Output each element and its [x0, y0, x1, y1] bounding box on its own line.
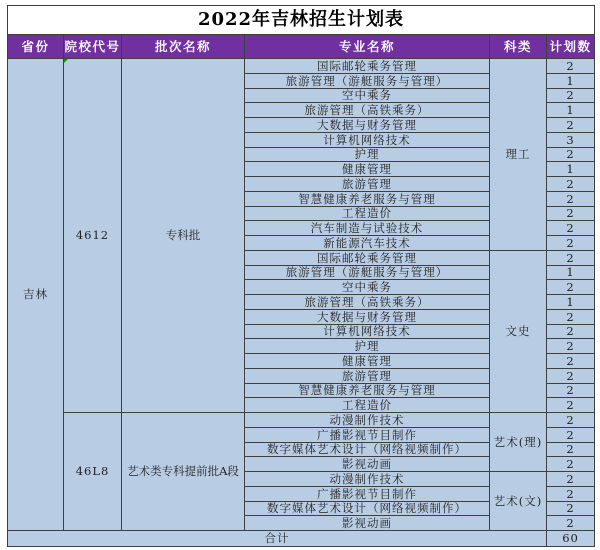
- plan-count-cell: 2: [547, 147, 595, 162]
- plan-count-cell: 1: [547, 265, 595, 280]
- plan-count-cell: 2: [547, 236, 595, 251]
- major-name-cell: 广播影视节目制作: [245, 486, 490, 501]
- plan-count-cell: 2: [547, 206, 595, 221]
- batch-name-cell: 专科批: [122, 59, 245, 413]
- major-name-cell: 智慧健康养老服务与管理: [245, 383, 490, 398]
- subject-category-cell: 理工: [490, 59, 547, 251]
- title-row: [8, 6, 595, 35]
- subject-category-cell: 文史: [490, 250, 547, 412]
- plan-count-cell: 2: [547, 383, 595, 398]
- plan-count-cell: 2: [547, 457, 595, 472]
- plan-count-cell: 1: [547, 162, 595, 177]
- page-title: 2022年吉林招生计划表: [8, 6, 595, 35]
- subject-category-cell: 艺术(理): [490, 413, 547, 472]
- plan-count-cell: 2: [547, 516, 595, 531]
- major-name-cell: 旅游管理（高铁乘务）: [245, 103, 490, 118]
- major-name-cell: 智慧健康养老服务与管理: [245, 191, 490, 206]
- plan-count-cell: 2: [547, 250, 595, 265]
- plan-count-cell: 2: [547, 368, 595, 383]
- plan-count-cell: 2: [547, 191, 595, 206]
- major-name-cell: 新能源汽车技术: [245, 236, 490, 251]
- major-name-cell: 工程造价: [245, 206, 490, 221]
- major-name-cell: 汽车制造与试验技术: [245, 221, 490, 236]
- plan-count-cell: 2: [547, 309, 595, 324]
- major-name-cell: 空中乘务: [245, 280, 490, 295]
- major-name-cell: 数字媒体艺术设计（网络视频制作）: [245, 501, 490, 516]
- plan-count-cell: 2: [547, 59, 595, 74]
- plan-count-cell: 2: [547, 472, 595, 487]
- enrollment-plan-table: [7, 5, 595, 547]
- column-header-province: 省份: [8, 35, 64, 59]
- major-name-cell: 大数据与财务管理: [245, 309, 490, 324]
- column-header-code: 院校代号: [64, 35, 122, 59]
- plan-count-cell: 2: [547, 88, 595, 103]
- column-header-category: 科类: [490, 35, 547, 59]
- major-name-cell: 动漫制作技术: [245, 413, 490, 428]
- province-cell: 吉林: [8, 59, 64, 531]
- plan-count-cell: 2: [547, 398, 595, 413]
- plan-count-cell: 2: [547, 442, 595, 457]
- plan-count-cell: 2: [547, 324, 595, 339]
- plan-count-cell: 2: [547, 413, 595, 428]
- column-header-batch: 批次名称: [122, 35, 245, 59]
- batch-name-cell: 艺术类专科提前批A段: [122, 413, 245, 531]
- major-name-cell: 护理: [245, 339, 490, 354]
- subject-category-cell: 艺术(文): [490, 472, 547, 531]
- total-label-cell: 合计: [8, 531, 547, 547]
- plan-count-cell: 3: [547, 132, 595, 147]
- plan-count-cell: 2: [547, 339, 595, 354]
- column-header-major: 专业名称: [245, 35, 490, 59]
- major-name-cell: 动漫制作技术: [245, 472, 490, 487]
- school-code: 4612: [75, 228, 110, 243]
- plan-count-cell: 2: [547, 354, 595, 369]
- major-name-cell: 旅游管理（高铁乘务）: [245, 295, 490, 310]
- plan-count-cell: 2: [547, 486, 595, 501]
- plan-count-cell: 1: [547, 73, 595, 88]
- major-name-cell: 旅游管理（游艇服务与管理）: [245, 73, 490, 88]
- plan-count-cell: 1: [547, 295, 595, 310]
- error-corner-marker-icon: [64, 59, 68, 63]
- plan-count-cell: 2: [547, 118, 595, 133]
- school-code-cell: [64, 59, 122, 413]
- major-name-cell: 护理: [245, 147, 490, 162]
- major-name-cell: 计算机网络技术: [245, 324, 490, 339]
- major-name-cell: 健康管理: [245, 162, 490, 177]
- total-row: [8, 531, 595, 547]
- plan-count-cell: 2: [547, 221, 595, 236]
- school-code-cell: 46L8: [64, 413, 122, 531]
- total-value-cell: 60: [547, 531, 595, 547]
- major-name-cell: 工程造价: [245, 398, 490, 413]
- major-name-cell: 旅游管理（游艇服务与管理）: [245, 265, 490, 280]
- table-row: [8, 59, 595, 74]
- column-header-count: 计划数: [547, 35, 595, 59]
- major-name-cell: 大数据与财务管理: [245, 118, 490, 133]
- major-name-cell: 数字媒体艺术设计（网络视频制作）: [245, 442, 490, 457]
- major-name-cell: 广播影视节目制作: [245, 427, 490, 442]
- major-name-cell: 旅游管理: [245, 177, 490, 192]
- plan-count-cell: 1: [547, 103, 595, 118]
- major-name-cell: 计算机网络技术: [245, 132, 490, 147]
- major-name-cell: 旅游管理: [245, 368, 490, 383]
- major-name-cell: 影视动画: [245, 457, 490, 472]
- major-name-cell: 国际邮轮乘务管理: [245, 59, 490, 74]
- plan-count-cell: 2: [547, 177, 595, 192]
- table-row: [8, 413, 595, 428]
- major-name-cell: 国际邮轮乘务管理: [245, 250, 490, 265]
- header-row: [8, 35, 595, 59]
- plan-count-cell: 2: [547, 280, 595, 295]
- plan-count-cell: 2: [547, 427, 595, 442]
- plan-count-cell: 2: [547, 501, 595, 516]
- major-name-cell: 健康管理: [245, 354, 490, 369]
- major-name-cell: 影视动画: [245, 516, 490, 531]
- major-name-cell: 空中乘务: [245, 88, 490, 103]
